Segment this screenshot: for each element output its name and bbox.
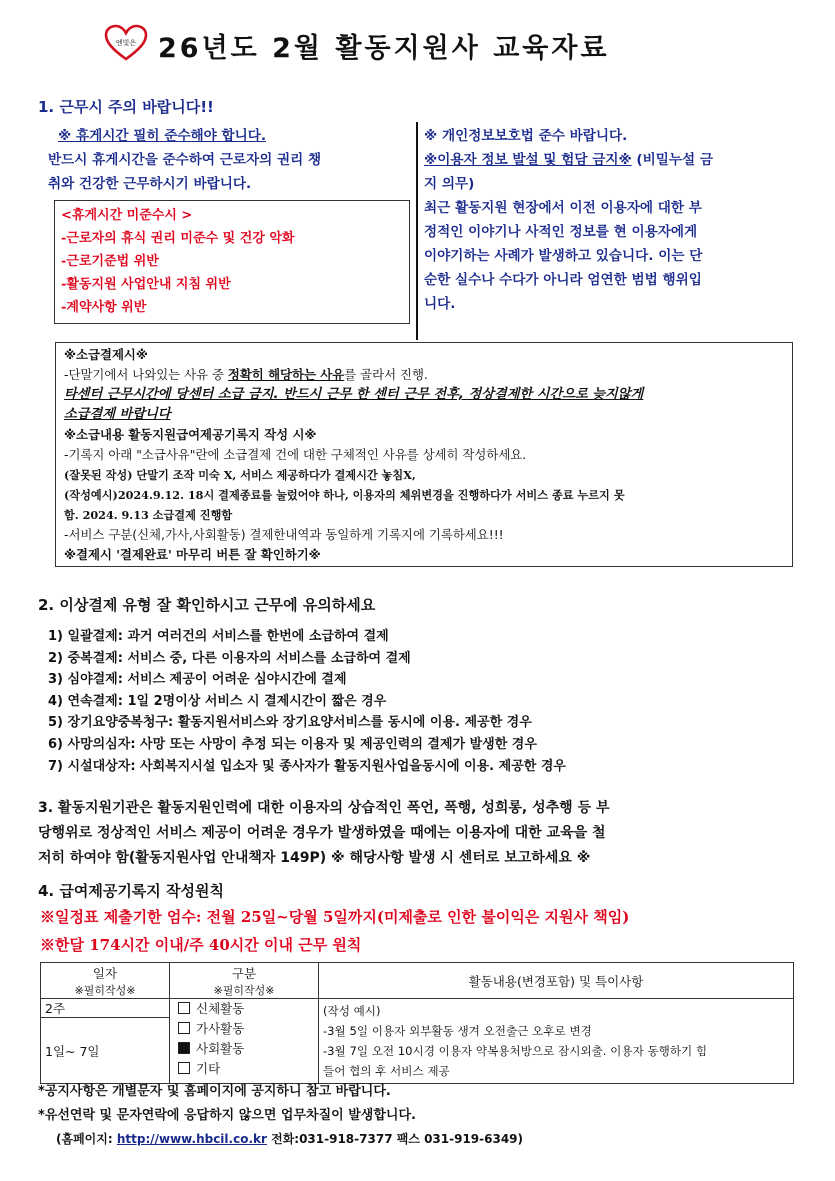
privacy-body: 정적인 이야기나 사적인 정보를 현 이용자에게 xyxy=(424,224,698,240)
type-option[interactable] xyxy=(178,1019,318,1039)
retro-example: 함. 2024. 9.13 소급결제 진행함 xyxy=(64,508,233,522)
retro-text: -단말기에서 나와있는 사유 중 xyxy=(64,367,228,382)
list-item xyxy=(48,669,566,691)
header-type xyxy=(170,963,319,999)
notice-line2: *유선연락 및 문자연락에 응답하지 않으면 업무차질이 발생합니다. xyxy=(38,1108,416,1123)
break-time-line1: 반드시 휴게시간을 준수하여 근로자의 권리 챙 xyxy=(48,152,322,168)
item-label: 4) 연속결제 xyxy=(48,693,118,709)
item-text: : 1일 2명이상 서비스 시 결제시간이 짧은 경우 xyxy=(117,693,387,709)
retro-example: (작성예시)2024.9.12. 18시 결제종료를 눌렀어야 하나, 이용자의 체위변경을 진행하다가 서비스 종료 누르지 못 xyxy=(64,488,625,502)
list-item xyxy=(48,734,566,756)
section1-left-column xyxy=(48,124,412,196)
type-label: 기타 xyxy=(196,1061,221,1076)
header-date-sub: ※필히작성※ xyxy=(74,983,136,997)
retro-line: -기록지 아래 "소급사유"란에 소급결제 건에 대한 구체적인 사유를 상세히 작성하세요. xyxy=(64,447,527,462)
section3-line: 저히 하여야 함(활동지원사업 안내책자 149P) ※ 해당사항 발생 시 센터로 보고하세요 ※ xyxy=(38,850,591,866)
item-label: 6) 사망의심자 xyxy=(48,736,131,752)
break-time-note: ※ 휴게시간 필히 준수해야 합니다. xyxy=(58,128,267,144)
section3-line: 3. 활동지원기관은 활동지원인력에 대한 이용자의 상습적인 폭언, 폭행, 성희롱, 성추행 등 부 xyxy=(38,800,610,816)
break-time-line2: 취와 건강한 근무하시기 바랍니다. xyxy=(48,176,252,192)
type-cell xyxy=(170,999,319,1084)
violation-line: -계약사항 위반 xyxy=(61,300,147,315)
heart-logo-icon xyxy=(104,24,148,62)
homepage-link[interactable]: http://www.hbcil.co.kr xyxy=(116,1132,267,1146)
retro-line: -서비스 구분(신체,가사,사회활동) 결제한내역과 동일하게 기록지에 기록하세요!!! xyxy=(64,527,504,542)
type-option[interactable] xyxy=(178,999,318,1019)
break-time-violation-box xyxy=(54,200,410,324)
section2-heading: 2. 이상결제 유형 잘 확인하시고 근무에 유의하세요 xyxy=(38,596,376,614)
retro-heading: ※결제시 '결제완료' 마무리 버튼 잘 확인하기※ xyxy=(64,547,321,562)
retro-payment-box xyxy=(55,342,793,567)
list-item xyxy=(48,691,566,713)
header-content: 활동내용(변경포함) 및 특이사항 xyxy=(319,963,794,999)
violation-line: <휴게시간 미준수시 > xyxy=(61,208,193,223)
type-option[interactable] xyxy=(178,1059,318,1079)
privacy-body: 순한 실수나 수다가 아니라 엄연한 범법 행위입 xyxy=(424,272,702,288)
item-label: 2) 중복결제 xyxy=(48,650,118,666)
item-label: 7) 시설대상자 xyxy=(48,758,131,774)
column-divider xyxy=(416,122,418,340)
item-label: 5) 장기요양중복청구 xyxy=(48,715,168,731)
section3-line: 당행위로 정상적인 서비스 제공이 어려운 경우가 발생하였을 때에는 이용자에 대한 교육을 철 xyxy=(38,825,606,841)
privacy-body: 이야기하는 사례가 발생하고 있습니다. 이는 단 xyxy=(424,248,703,264)
checkbox-icon[interactable] xyxy=(178,1002,190,1014)
example-line: 들어 협의 후 서비스 제공 xyxy=(323,1064,450,1078)
privacy-line1 xyxy=(424,148,786,172)
privacy-note: ※ 개인정보보호법 준수 바랍니다. xyxy=(424,128,628,144)
retro-text: 를 골라서 진행. xyxy=(344,367,428,382)
list-item xyxy=(48,712,566,734)
section4-heading: 4. 급여제공기록지 작성원칙 xyxy=(38,882,224,900)
section1-heading: 1. 근무시 주의 바랍니다!! xyxy=(38,98,214,116)
type-label: 가사활동 xyxy=(196,1021,245,1036)
header-type-sub: ※필히작성※ xyxy=(213,983,275,997)
record-form-table xyxy=(40,962,794,1084)
privacy-body: 최근 활동지원 현장에서 이전 이용자에 대한 부 xyxy=(424,200,702,216)
violation-line: -활동지원 사업안내 지침 위반 xyxy=(61,277,231,292)
section3-paragraph xyxy=(38,796,796,871)
logo-text: 엔빛은 xyxy=(115,39,137,47)
page-title: 26년도 2월 활동지원사 교육자료 xyxy=(158,33,610,64)
homepage-label: (홈페이지: xyxy=(56,1132,117,1146)
privacy-duty: (비밀누설 금 xyxy=(631,152,714,168)
retro-line xyxy=(64,365,784,385)
content-cell xyxy=(319,999,794,1084)
header-date-label: 일자 xyxy=(92,965,118,981)
item-text: : 사회복지시설 입소자 및 종사자가 활동지원사업을동시에 이용. 제공한 경우 xyxy=(130,758,566,774)
retro-warning: 타센터 근무시간에 당센터 소급 금지. 반드시 근무 한 센터 근무 전후, 정상결제한 시간으로 늦지않게 xyxy=(64,387,644,402)
date-range-cell: 1일~ 7일 xyxy=(41,1018,170,1084)
retro-heading: ※소급결제시※ xyxy=(64,347,148,362)
type-label: 신체활동 xyxy=(196,1001,245,1016)
week-cell: 2주 xyxy=(41,999,170,1018)
type-option[interactable] xyxy=(178,1039,318,1059)
item-label: 1) 일괄결제 xyxy=(48,629,118,644)
item-text: : 사망 또는 사망이 추정 되는 이용자 및 제공인력의 결제가 발생한 경우 xyxy=(130,736,537,752)
abnormal-payment-list xyxy=(48,626,566,777)
privacy-line2: 지 의무) xyxy=(424,176,475,192)
retro-emphasis: 정확히 해당하는 사유 xyxy=(227,367,345,382)
header-type-label: 구분 xyxy=(231,965,257,981)
example-line: -3월 7일 오전 10시경 이용자 약복용처방으로 잠시외출. 이용자 동행하기 힘 xyxy=(323,1044,708,1058)
retro-warning: 소급결제 바랍니다 xyxy=(64,407,171,422)
checkbox-icon[interactable] xyxy=(178,1022,190,1034)
checkbox-checked-icon[interactable] xyxy=(178,1042,190,1054)
hours-rule: ※한달 174시간 이내/주 40시간 이내 근무 원칙 xyxy=(40,936,362,954)
list-item xyxy=(48,756,566,778)
list-item xyxy=(48,648,566,670)
contact-line xyxy=(56,1130,523,1147)
item-label: 3) 심야결제 xyxy=(48,672,118,688)
example-title: (작성 예시) xyxy=(323,1004,381,1018)
violation-line: -근로기준법 위반 xyxy=(61,254,159,269)
deadline-rule: ※일정표 제출기한 엄수: 전월 25일~당월 5일까지(미제출로 인한 불이익은 지원사 책임) xyxy=(40,908,630,926)
checkbox-icon[interactable] xyxy=(178,1062,190,1074)
privacy-ban: ※이용자 정보 발설 및 험담 금지※ xyxy=(424,152,632,168)
item-text: : 활동지원서비스와 장기요양서비스를 동시에 이용. 제공한 경우 xyxy=(167,715,532,731)
retro-wrong-example: (잘못된 작성) 단말기 조작 미숙 X, 서비스 제공하다가 결제시간 놓침X, xyxy=(64,468,416,482)
example-line: -3월 5일 이용자 외부활동 생겨 오전출근 오후로 변경 xyxy=(323,1024,592,1038)
header-date xyxy=(41,963,170,999)
list-item xyxy=(48,626,566,648)
item-text: : 서비스 제공이 어려운 심야시간에 결제 xyxy=(117,672,347,688)
violation-line: -근로자의 휴식 권리 미준수 및 건강 악화 xyxy=(61,231,295,246)
notice-line1: *공지사항은 개별문자 및 홈페이지에 공지하니 참고 바랍니다. xyxy=(38,1084,391,1099)
privacy-body: 니다. xyxy=(424,296,456,312)
item-text: : 서비스 중, 다른 이용자의 서비스를 소급하여 결제 xyxy=(117,650,411,666)
retro-heading: ※소급내용 활동지원급여제공기록지 작성 시※ xyxy=(64,427,317,442)
type-label: 사회활동 xyxy=(196,1041,245,1056)
item-text: : 과거 여러건의 서비스를 한번에 소급하여 결제 xyxy=(117,629,389,644)
section1-right-column xyxy=(424,124,786,316)
contact-numbers: 전화:031-918-7377 팩스 031-919-6349) xyxy=(266,1132,524,1146)
